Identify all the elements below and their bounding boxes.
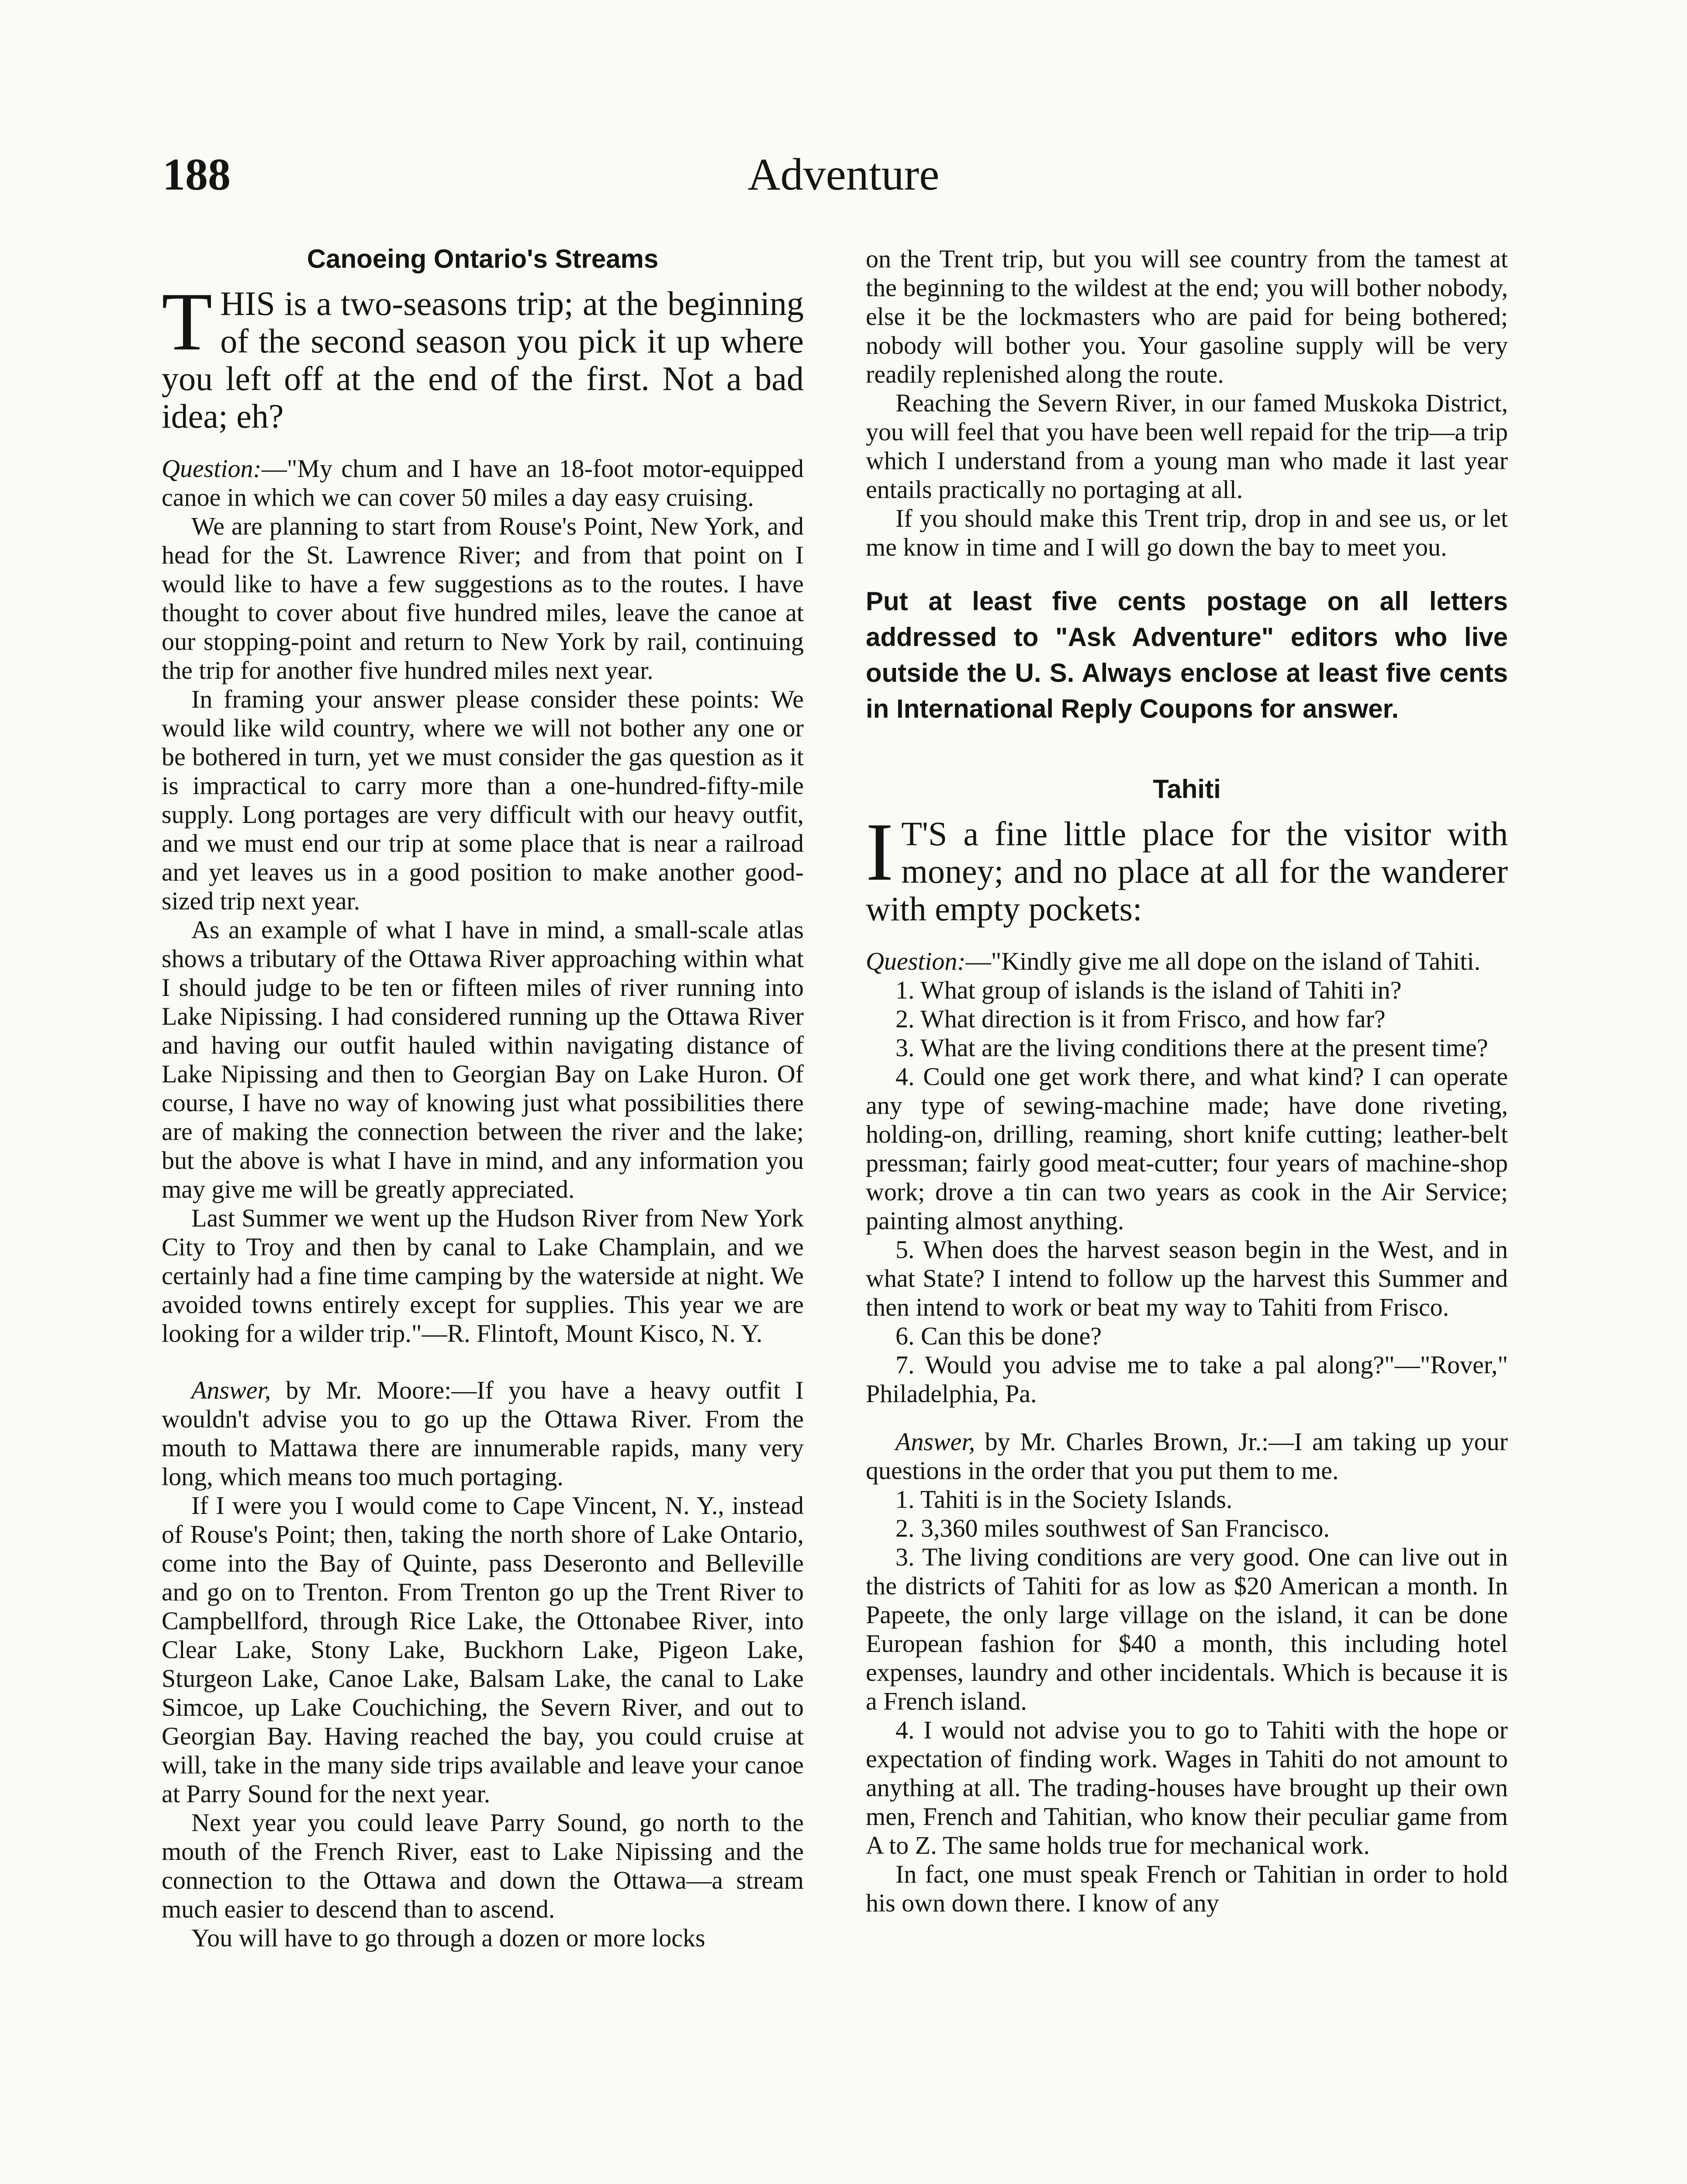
- answer-paragraph: [162, 1376, 804, 1491]
- article-intro: [162, 276, 804, 435]
- question-label: Question:: [162, 454, 262, 483]
- article-intro: [866, 806, 1508, 928]
- answer-paragraph: 3. The living conditions are very good. One can live out in the districts of Tahiti for as low as $20 American a month. In Papeete, the only large village on the island, it can be done European fashion for $40 a month, this including hotel expenses, laundry and other incidentals. Which is because it is a French island.: [866, 1543, 1508, 1715]
- question-text: —"Kindly give me all dope on the island of Tahiti.: [965, 947, 1481, 975]
- question-paragraph: Last Summer we went up the Hudson River from New York City to Troy and then by canal to Lake Champlain, and we certainly had a fine time camping by the waterside at night. We avoided towns entirely except for supplies. This year we are looking for a wilder trip."—R. Flintoft, Mount Kisco, N. Y.: [162, 1204, 804, 1348]
- answer-text: by Mr. Moore:—If you have a heavy outfit I wouldn't advise you to go up the Ottawa River. From the mouth to Mattawa there are innumerable rapids, many very long, which means too much portaging.: [162, 1376, 804, 1491]
- answer-paragraph: If I were you I would come to Cape Vincent, N. Y., instead of Rouse's Point; then, taking the north shore of Lake Ontario, come into the Bay of Quinte, pass Deseronto and Belleville and go on to Trenton. From Trenton go up the Trent River to Campbellford, through Rice Lake, the Ottonabee River, into Clear Lake, Stony Lake, Buckhorn Lake, Pigeon Lake, Sturgeon Lake, Canoe Lake, Balsam Lake, the canal to Lake Simcoe, up Lake Couchiching, the Severn River, and out to Georgian Bay. Having reached the bay, you could cruise at will, take in the many side trips available and leave your canoe at Parry Sound for the next year.: [162, 1491, 804, 1808]
- answer-label: Answer,: [895, 1427, 975, 1456]
- answer-paragraph: [866, 1427, 1508, 1485]
- question-paragraph: 1. What group of islands is the island of Tahiti in?: [895, 976, 1402, 1004]
- answer-paragraph: 1. Tahiti is in the Society Islands.: [895, 1485, 1233, 1514]
- answer-paragraph: In fact, one must speak French or Tahitian in order to hold his own down there. I know of any: [866, 1860, 1508, 1917]
- question-paragraph: 7. Would you advise me to take a pal along?"—"Rover," Philadelphia, Pa.: [866, 1351, 1508, 1408]
- drop-cap: T: [162, 276, 213, 368]
- question-paragraph: 5. When does the harvest season begin in the West, and in what State? I intend to follow up the harvest this Summer and then intend to work or beat my way to Tahiti from Frisco.: [866, 1235, 1508, 1321]
- question-label: Question:: [866, 947, 966, 975]
- page-number: 188: [162, 149, 231, 200]
- question-paragraph: [866, 947, 1508, 976]
- question-paragraph: [162, 454, 804, 512]
- question-paragraph: In framing your answer please consider these points: We would like wild country, where we will not bother any one or be bothered in turn, yet we must consider the gas question as it is impractical to carry more than a one-hundred-fifty-mile supply. Long portages are very difficult with our heavy outfit, and we must end our trip at some place that is near a railroad and yet leaves us in a good position to make another good-sized trip next year.: [162, 685, 804, 915]
- continued-paragraph: on the Trent trip, but you will see country from the tamest at the beginning to the wildest at the end; you will bother nobody, else it be the lockmasters who are paid for being bothered; nobody will bother you. Your gasoline supply will be very readily replenished along the route.: [866, 245, 1508, 388]
- answer-text: by Mr. Charles Brown, Jr.:—I am taking up your questions in the order that you put them to me.: [866, 1427, 1508, 1485]
- continued-paragraph: Reaching the Severn River, in our famed Muskoka District, you will feel that you have been well repaid for the trip—a trip which I understand from a young man who made it last year entails practically no portaging at all.: [866, 389, 1508, 504]
- question-paragraph: We are planning to start from Rouse's Point, New York, and head for the St. Lawrence River; and from that point on I would like to have a few suggestions as to the routes. I have thought to cover about five hundred miles, leave the canoe at our stopping-point and return to New York by rail, continuing the trip for another five hundred miles next year.: [162, 512, 804, 684]
- page-header: [0, 149, 1687, 214]
- answer-paragraph: Next year you could leave Parry Sound, go north to the mouth of the French River, east to Lake Nipissing and the connection to the Ottawa and down the Ottawa—a stream much easier to descend than to ascend.: [162, 1808, 804, 1923]
- question-paragraph: As an example of what I have in mind, a small-scale atlas shows a tributary of the Ottawa River approaching within what I should judge to be ten or fifteen miles of river running into Lake Nipissing. I had considered running up the Ottawa River and having our outfit hauled within navigating distance of Lake Nipissing and then to Georgian Bay on Lake Huron. Of course, I have no way of knowing just what possibilities there are of making the connection between the river and the lake; but the above is what I have in mind, and any information you may give me will be greatly appreciated.: [162, 916, 804, 1203]
- intro-text: T'S a fine little place for the visitor with money; and no place at all for the wanderer with empty pockets:: [866, 815, 1508, 928]
- answer-paragraph: 2. 3,360 miles southwest of San Francisco.: [895, 1514, 1330, 1542]
- article-heading-canoeing: Canoeing Ontario's Streams: [307, 244, 659, 273]
- drop-cap: I: [866, 806, 894, 898]
- article-heading-tahiti: Tahiti: [1153, 774, 1221, 804]
- left-column: [162, 245, 804, 1952]
- postage-notice: Put at least five cents postage on all letters addressed to "Ask Adventure" editors who live outside the U. S. Always enclose at least five cents in International Reply Coupons for answer.: [866, 587, 1508, 723]
- intro-text: HIS is a two-seasons trip; at the beginning of the second season you pick it up where you left off at the end of the first. Not a bad idea; eh?: [162, 284, 804, 435]
- question-paragraph: 2. What direction is it from Frisco, and how far?: [895, 1005, 1386, 1033]
- answer-label: Answer,: [191, 1376, 271, 1404]
- question-paragraph: 6. Can this be done?: [895, 1322, 1102, 1350]
- question-text: —"My chum and I have an 18-foot motor-equipped canoe in which we can cover 50 miles a day easy cruising.: [162, 454, 804, 511]
- running-title: Adventure: [747, 149, 940, 200]
- right-column: [866, 245, 1508, 1918]
- continued-paragraph: If you should make this Trent trip, drop in and see us, or let me know in time and I will go down the bay to meet you.: [866, 504, 1508, 561]
- answer-paragraph: 4. I would not advise you to go to Tahiti with the hope or expectation of finding work. Wages in Tahiti do not amount to anything at all. The trading-houses have brought up their own men, French and Tahitian, who know their peculiar game from A to Z. The same holds true for mechanical work.: [866, 1716, 1508, 1859]
- question-paragraph: 3. What are the living conditions there at the present time?: [895, 1033, 1488, 1062]
- question-paragraph: 4. Could one get work there, and what kind? I can operate any type of sewing-machine made; have done riveting, holding-on, drilling, reaming, short knife cutting; leather-belt pressman; fairly good meat-cutter; four years of machine-shop work; drove a tin can two years as cook in the Air Service; painting almost anything.: [866, 1062, 1508, 1235]
- answer-paragraph: You will have to go through a dozen or more locks: [191, 1924, 705, 1952]
